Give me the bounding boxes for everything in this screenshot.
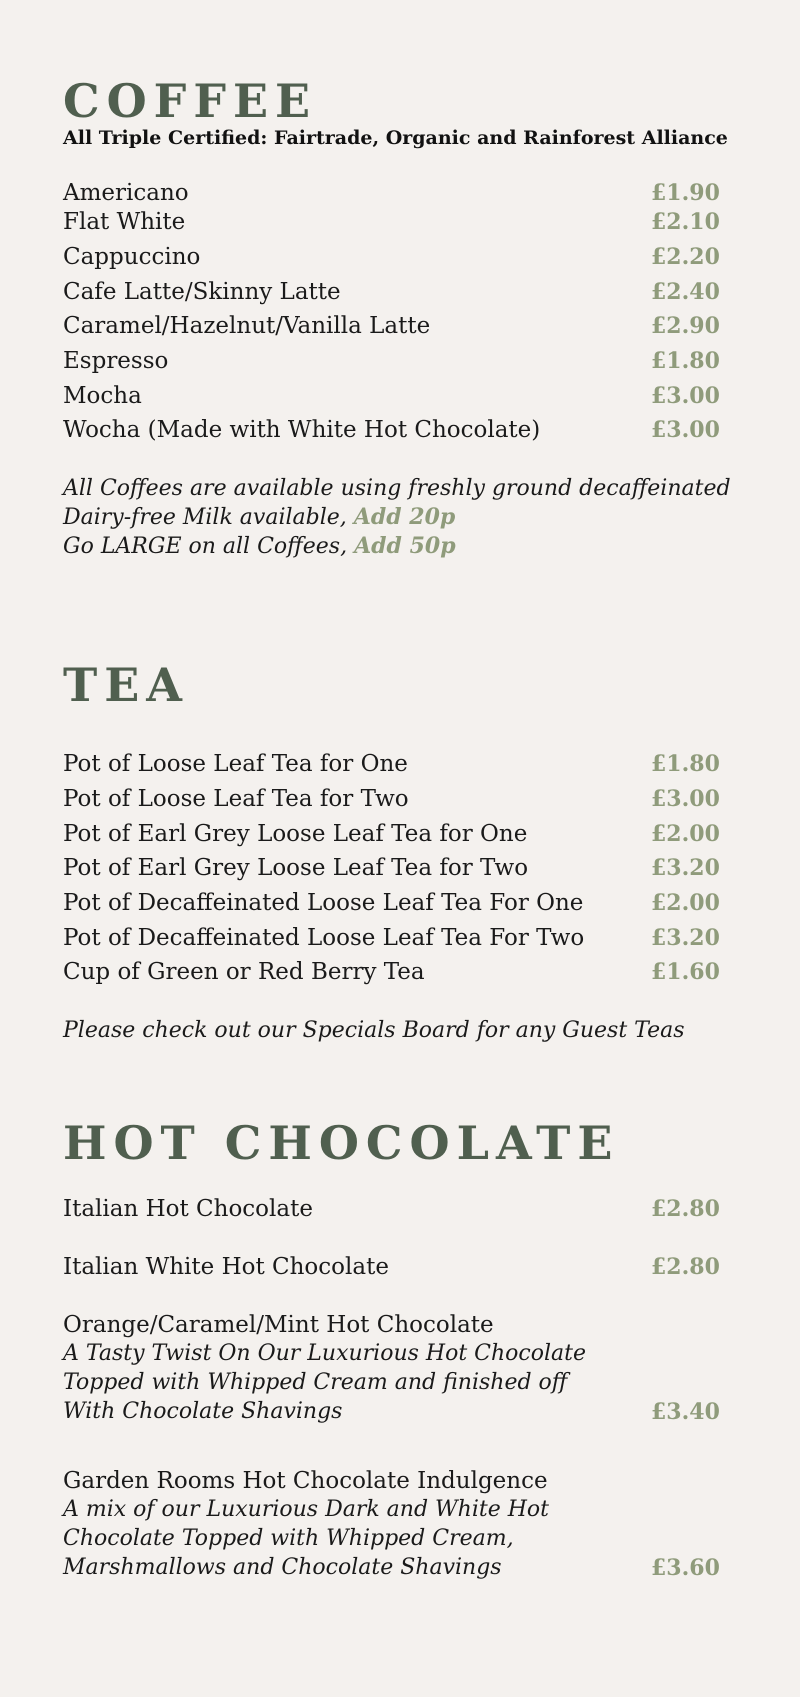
item-name: Americano [63, 180, 189, 206]
coffee-subheading: All Triple Certified: Fairtrade, Organic and Rainforest Alliance [63, 127, 728, 149]
item-price: £3.00 [651, 786, 720, 812]
menu-item [63, 853, 720, 883]
item-description-line: Marshmallows and Chocolate Shavings [63, 1555, 502, 1580]
menu-item [63, 1252, 720, 1282]
menu-item [63, 346, 720, 376]
menu-item [63, 242, 720, 272]
item-name: Mocha [63, 383, 142, 409]
item-price: £2.90 [651, 313, 720, 339]
item-name: Espresso [63, 348, 169, 374]
menu-item [63, 178, 720, 208]
menu-item [63, 311, 720, 341]
menu-item [63, 415, 720, 445]
item-name: Flat White [63, 209, 186, 235]
menu-item [63, 784, 720, 814]
coffee-large-note [63, 532, 456, 561]
item-name: Pot of Decaffeinated Loose Leaf Tea For One [63, 890, 584, 916]
item-name: Cup of Green or Red Berry Tea [63, 959, 425, 985]
item-price: £3.00 [651, 417, 720, 443]
coffee-heading: COFFEE [63, 74, 318, 128]
menu-item [63, 923, 720, 953]
item-description-line: With Chocolate Shavings [63, 1399, 343, 1424]
tea-heading: TEA [63, 658, 189, 712]
note-text: Go LARGE on all Coffees, [63, 534, 355, 559]
item-price: £1.80 [651, 751, 720, 777]
item-name: Italian White Hot Chocolate [63, 1254, 389, 1280]
item-name: Italian Hot Chocolate [63, 1196, 313, 1222]
item-price: £3.60 [651, 1555, 720, 1581]
item-name: Cafe Latte/Skinny Latte [63, 279, 341, 305]
item-description-line: Topped with Whipped Cream and finished off [63, 1370, 568, 1395]
item-name: Wocha (Made with White Hot Chocolate) [63, 417, 541, 443]
menu-item [63, 1194, 720, 1224]
item-description-line: Chocolate Topped with Whipped Cream, [63, 1526, 514, 1551]
menu-item [63, 749, 720, 779]
item-name: Pot of Decaffeinated Loose Leaf Tea For Two [63, 925, 585, 951]
menu-item [63, 957, 720, 987]
item-name: Pot of Loose Leaf Tea for One [63, 751, 408, 777]
note-price: Add 20p [353, 504, 456, 530]
item-price: £2.80 [651, 1196, 720, 1222]
item-price: £2.40 [651, 279, 720, 305]
item-price: £3.20 [651, 925, 720, 951]
item-price: £2.10 [651, 209, 720, 235]
item-price: £2.80 [651, 1254, 720, 1280]
item-price: £1.60 [651, 959, 720, 985]
menu-item [63, 381, 720, 411]
item-description-line: A mix of our Luxurious Dark and White Hot [63, 1497, 549, 1522]
item-price: £1.90 [651, 180, 720, 206]
coffee-decaf-note: All Coffees are available using freshly ground decaffeinated [63, 476, 731, 501]
note-price: Add 50p [354, 533, 456, 559]
menu-item [63, 819, 720, 849]
item-name: Pot of Earl Grey Loose Leaf Tea for Two [63, 855, 529, 881]
item-price: £3.20 [651, 855, 720, 881]
item-name: Cappuccino [63, 244, 201, 270]
item-description-line: A Tasty Twist On Our Luxurious Hot Chocolate [63, 1341, 587, 1366]
menu-item [63, 207, 720, 237]
item-price: £2.20 [651, 244, 720, 270]
tea-guest-note: Please check out our Specials Board for any Guest Teas [63, 1018, 685, 1043]
item-name: Caramel/Hazelnut/Vanilla Latte [63, 313, 431, 339]
item-price: £2.00 [651, 890, 720, 916]
item-name: Pot of Earl Grey Loose Leaf Tea for One [63, 821, 528, 847]
note-text: Dairy-free Milk available, [63, 505, 354, 530]
coffee-dairy-note [63, 503, 455, 532]
item-price: £3.00 [651, 383, 720, 409]
menu-item [63, 277, 720, 307]
item-name: Pot of Loose Leaf Tea for Two [63, 786, 409, 812]
item-name: Orange/Caramel/Mint Hot Chocolate [63, 1312, 494, 1338]
item-price: £3.40 [651, 1399, 720, 1425]
item-price: £2.00 [651, 821, 720, 847]
item-name: Garden Rooms Hot Chocolate Indulgence [63, 1468, 548, 1494]
menu-item [63, 888, 720, 918]
item-price: £1.80 [651, 348, 720, 374]
hot-chocolate-heading: HOT CHOCOLATE [63, 1116, 620, 1170]
